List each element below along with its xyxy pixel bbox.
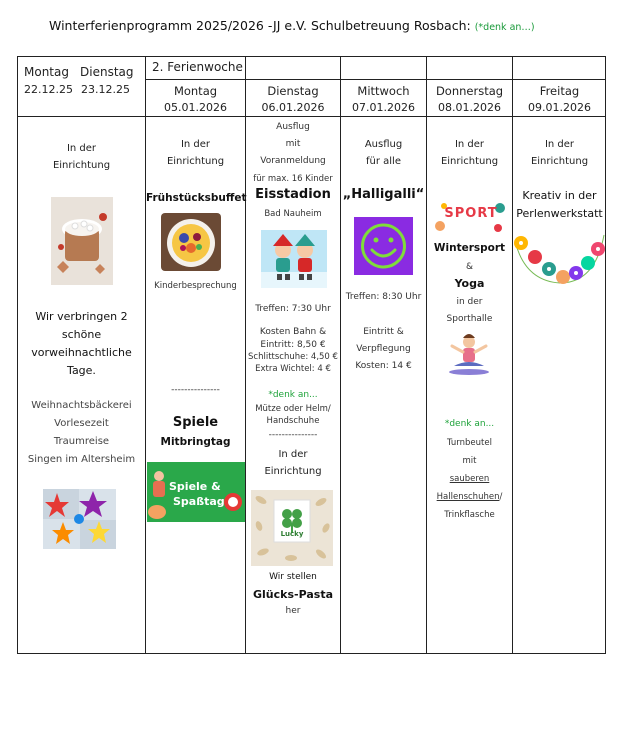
col1-day2: Dienstag [80, 65, 134, 79]
monday-place: In der [180, 139, 211, 150]
thursday-n1: Turnbeutel [447, 438, 492, 448]
thursday-place: In der [454, 139, 485, 150]
tuesday-cost3: Schlittschuhe: 4,50 € [248, 352, 338, 362]
wednesday-header: Mittwoch [357, 84, 410, 98]
thursday-a4: in der [456, 297, 483, 307]
tuesday-meet: Treffen: 7:30 Uhr [255, 304, 331, 314]
pasta-image [251, 490, 333, 566]
ice-skating-image [261, 230, 327, 288]
tuesday-cost1: Kosten Bahn & [259, 327, 327, 337]
tuesday-divider: --------------- [268, 430, 318, 440]
tuesday-header: Dienstag [267, 84, 319, 98]
col1-date2: 23.12.25 [81, 83, 130, 96]
monday-games-sub: Mitbringtag [160, 436, 231, 448]
col1-place2: Einrichtung [52, 160, 111, 171]
cocoa-image [51, 197, 113, 285]
monday-activity: Frühstücksbuffet [146, 192, 247, 204]
week-label: 2. Ferienwoche [152, 60, 243, 74]
wednesday-c2: Verpflegung [356, 344, 411, 354]
thursday-note: *denk an... [444, 419, 495, 429]
tuesday-place: Eisstadion [255, 187, 331, 202]
thursday-n5: Trinkflasche [444, 510, 495, 520]
list-item: Traumreise [53, 436, 110, 447]
list-item: Singen im Altersheim [27, 454, 136, 465]
halligalli-logo [354, 217, 413, 275]
yoga-image [446, 332, 492, 376]
title-note: (*denk an…) [474, 22, 535, 33]
sport-logo-image [432, 196, 507, 238]
col1-main4: Tage. [67, 364, 96, 377]
tuesday-l1: Ausflug [276, 122, 310, 132]
wednesday-place: „Halligalli“ [342, 187, 425, 202]
thursday-n4: Hallenschuhen [436, 492, 500, 502]
thursday-a3: Yoga [454, 277, 485, 290]
schedule-table [17, 56, 606, 654]
thursday-a2: & [465, 262, 474, 272]
thursday-place2: Einrichtung [440, 156, 499, 167]
wednesday-l2: für alle [366, 156, 401, 167]
tuesday-l4: für max. 16 Kinder [253, 174, 333, 184]
page-title: Winterferienprogramm 2025/2026 -JJ e.V. Schulbetreuung Rosbach: (*denk an…) [49, 18, 535, 33]
tuesday-place-b1: In der [278, 449, 308, 460]
wednesday-c3: Kosten: 14 € [355, 361, 412, 371]
friday-a2: Perlenwerkstatt [516, 207, 603, 220]
friday-date: 09.01.2026 [528, 101, 591, 114]
tuesday-city: Bad Nauheim [264, 209, 322, 219]
thursday-a1: Wintersport [433, 242, 506, 254]
star-window-image [43, 489, 116, 549]
monday-date: 05.01.2026 [164, 101, 227, 114]
list-item: Vorlesezeit [54, 418, 109, 429]
tuesday-note1: Mütze oder Helm/ [255, 404, 331, 414]
lucky-label: Lucky [280, 530, 304, 538]
wednesday-date: 07.01.2026 [352, 101, 415, 114]
tuesday-place-b2: Einrichtung [264, 466, 322, 477]
thursday-n2: mit [462, 456, 477, 466]
friday-a1: Kreativ in der [522, 189, 597, 202]
wednesday-c1: Eintritt & [363, 327, 404, 337]
friday-header: Freitag [539, 84, 580, 98]
col1-main3: vorweihnachtliche [31, 346, 132, 359]
tuesday-l2: mit [285, 139, 301, 149]
tuesday-cost4: Extra Wichtel: 4 € [255, 364, 331, 374]
thursday-a5: Sporthalle [446, 314, 493, 324]
col1-place: In der [66, 143, 97, 154]
tuesday-pasta2: Glücks-Pasta [253, 588, 333, 601]
sport-logo-text: SPORT [444, 206, 498, 221]
friday-place2: Einrichtung [530, 156, 589, 167]
banner-line2: Spaßtag [173, 495, 225, 508]
bead-necklace-image [513, 227, 606, 295]
spiele-banner [147, 462, 245, 522]
wednesday-meet: Treffen: 8:30 Uhr [345, 292, 422, 302]
banner-line1: Spiele & [169, 480, 221, 493]
list-item: Weihnachtsbäckerei [31, 400, 132, 411]
thursday-header: Donnerstag [435, 84, 504, 98]
thursday-date: 08.01.2026 [438, 101, 501, 114]
tuesday-l3: Voranmeldung [260, 156, 326, 166]
tuesday-cost2: Eintritt: 8,50 € [260, 340, 326, 350]
col1-day1: Montag [24, 65, 69, 79]
tuesday-date: 06.01.2026 [261, 101, 325, 114]
tuesday-pasta3: her [285, 606, 301, 616]
friday-place: In der [544, 139, 575, 150]
col1-date1: 22.12.25 [24, 83, 73, 96]
breakfast-image [161, 213, 221, 271]
tuesday-pasta1: Wir stellen [269, 572, 317, 582]
wednesday-l1: Ausflug [364, 139, 403, 150]
monday-place2: Einrichtung [166, 156, 225, 167]
monday-divider: --------------- [171, 385, 220, 395]
thursday-n4-slash: / [499, 492, 503, 502]
monday-header: Montag [173, 84, 218, 98]
tuesday-note2: Handschuhe [266, 416, 320, 426]
thursday-n3: sauberen [449, 474, 490, 484]
col1-main2: schöne [61, 328, 102, 341]
col1-main1: Wir verbringen 2 [35, 310, 128, 323]
monday-sub: Kinderbesprechung [154, 281, 237, 291]
monday-games: Spiele [172, 415, 219, 430]
tuesday-note: *denk an... [268, 390, 318, 400]
